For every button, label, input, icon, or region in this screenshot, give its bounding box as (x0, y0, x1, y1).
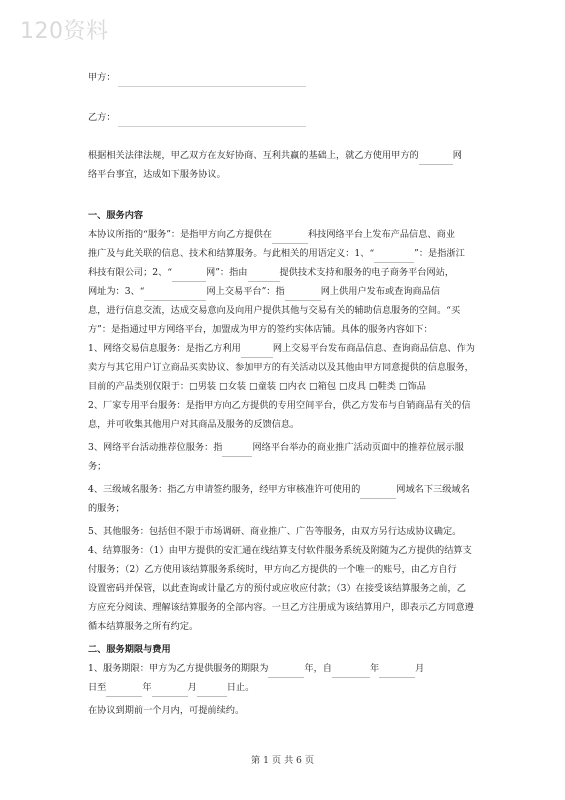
section-service-content: 一、服务内容 本协议所指的“服务”：是指甲方向乙方提供在 科技网络平台上发布产品信息、商业 推广及与此关联的信息、技术和结算服务。与此相关的用语定义：1、“ ”：是指浙江 科技有限公司；2、“ 网”：指由 提供技术支持和服务的电子商务平台网站， 网址为：3、“ 网上交易平台”：指 网上供用户发布或查询商品信 息，进行信息交流，达成交易意向及向用户提供其他与交易有关的辅助信息服务的空间。“买 方”：是指通过甲方网络平台，加盟成为甲方的签约实体店铺。具体的服务内容如下： 1、网络交易信息服务：是指乙方利用 网上交易平台发布商品信息、查询商品信息、作为 卖方与其它用户订立商品买卖协议、参加甲方的有关活动以及其他由甲方同意提供的信息服务， 目前的产品类别仅限于：□男装 □女装 □童装 □内衣 □箱包 □皮具 □鞋类 □饰品 2、厂家专用平台服务：是指甲方向乙方提供的专用空间平台，供乙方发布与自销商品有关的信 息，并可收集其他用户对其商品及服务的反馈信息。 3、网络平台活动推荐位服务：指 网络平台举办的商业推广活动页面中的推荐位展示服 务； 4、三级域名服务：指乙方申请签约服务，经甲方审核准许可使用的 网域名下三级域名 的服务； 5、其他服务：包括但不限于市场调研、商业推广、广告等服务，由双方另行达成协议确定。 4、结算服务：（1）由甲方提供的安汇通在线结算支付软件服务系统及附随为乙方提供的结算支 付服务；（2）乙方使用该结算服务系统时，甲方向乙方提供的一个唯一的账号，由乙方自行 设置密码并保管，以此查询或计量乙方的预付或应收应付款；（3）在接受该结算服务之前，乙 方应充分阅读、理解该结算服务的全部内容。一旦乙方注册成为该结算用户，即表示乙方同意遵 循本结算服务之所有约定。 (88, 206, 486, 636)
section-heading: 一、服务内容 (88, 210, 144, 221)
party-b-label: 乙方： (88, 112, 116, 123)
party-a-label: 甲方： (88, 72, 116, 83)
section-heading: 二、服务期限与费用 (88, 644, 171, 655)
party-a-blank (118, 74, 306, 87)
section-term-fees: 二、服务期限与费用 1、服务期限：甲方为乙方提供服务的期限为 年，自 年 月 日至 年 月 日止。 在协议到期前一个月内，可提前续约。 (88, 640, 486, 720)
intro-paragraph: 根据相关法律法规，甲乙双方在友好协商、互利共赢的基础上，就乙方使用甲方的 网 络平台事宜，达成如下服务协议。 (88, 150, 462, 180)
page-footer: 第 1 页 共 6 页 (250, 755, 315, 766)
party-b-line (88, 108, 408, 127)
party-a-line (88, 68, 408, 87)
watermark-logo: 120资料 (20, 19, 109, 44)
party-b-blank (118, 114, 306, 127)
